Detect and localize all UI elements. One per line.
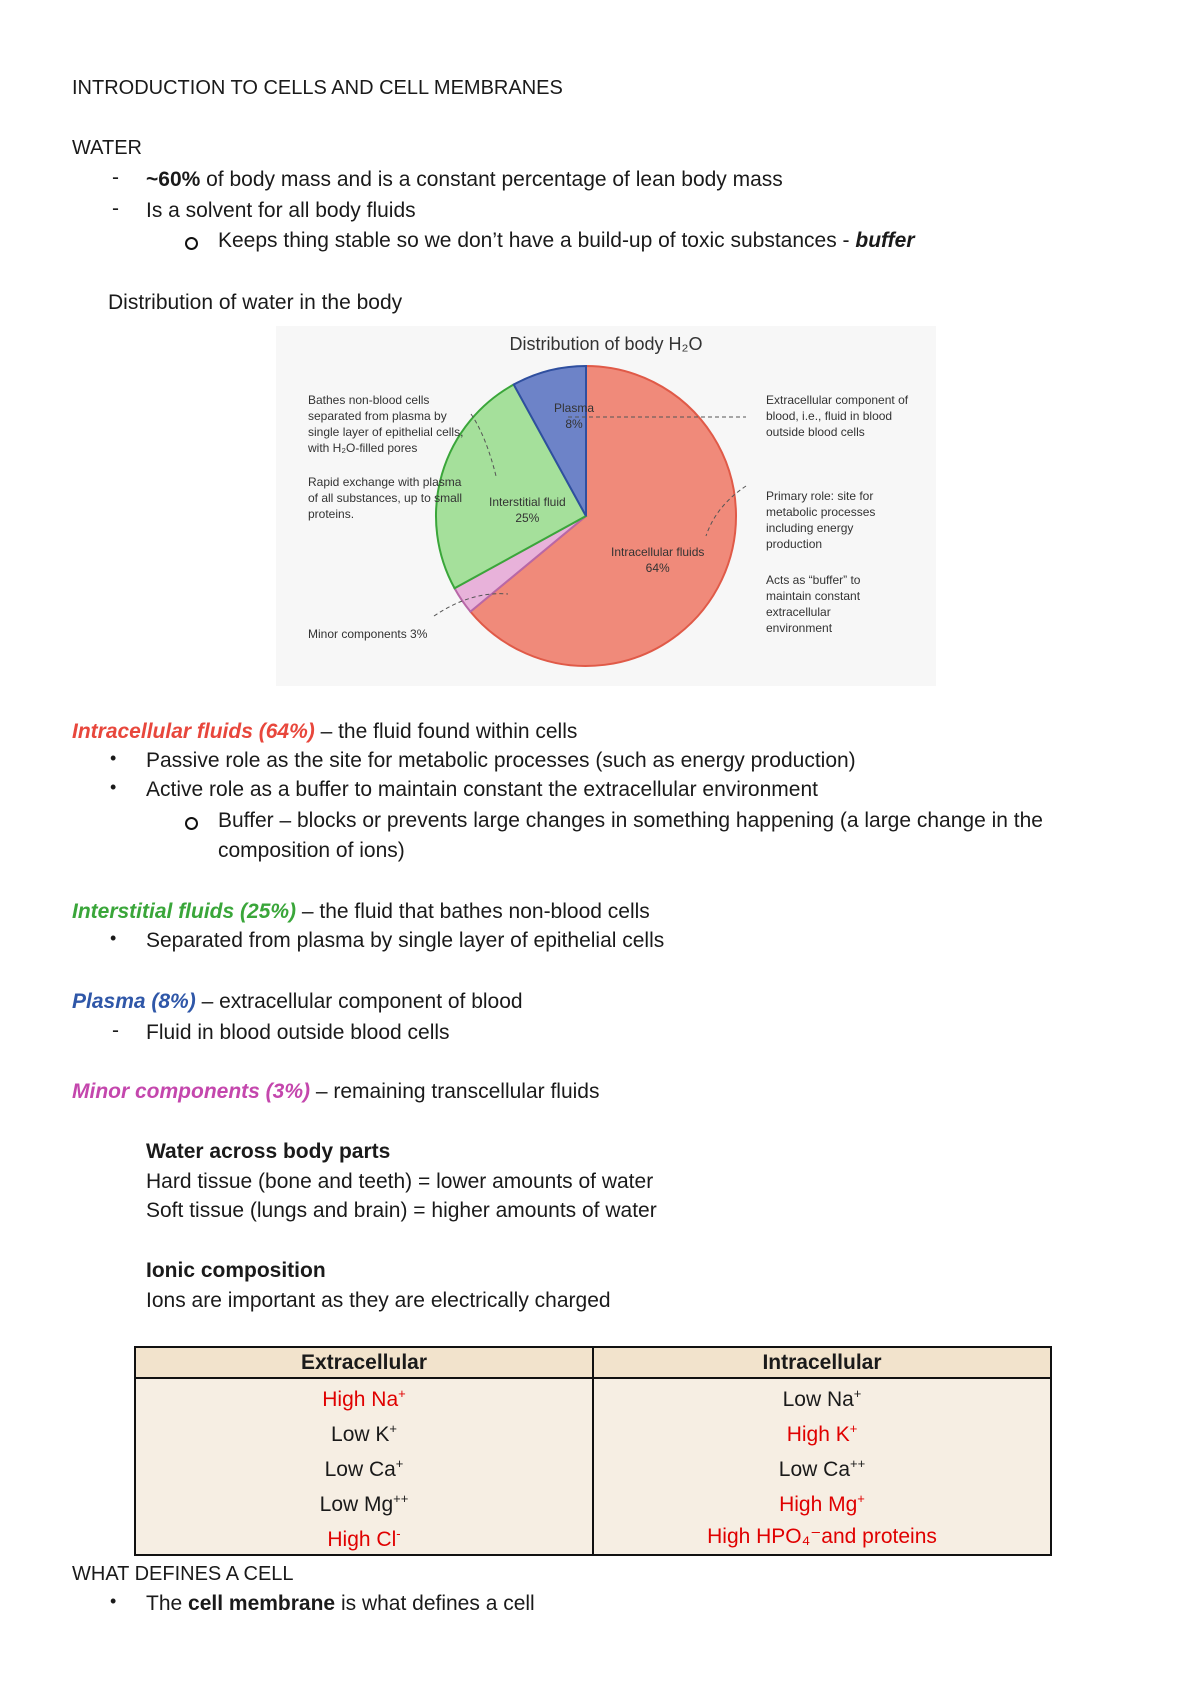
bullet-marker: • [110,928,117,948]
note-rapid: Rapid exchange with plasma of all substances, up to small proteins. [308,475,463,521]
distribution-figure [276,326,936,686]
water-item-1 [146,166,783,194]
table-header-row [135,1347,1051,1378]
defines-pre: The [146,1592,189,1615]
table-row [135,1378,1051,1414]
intracellular-cell: High Mg+ [593,1484,1051,1519]
table-row [135,1519,1051,1555]
water-sub-item-text: Keeps thing stable so we don’t have a build-up of toxic substances - [218,229,856,252]
intracellular-cell: Low Na+ [593,1378,1051,1414]
defines-heading: WHAT DEFINES A CELL [72,1563,294,1585]
minor-def: – remaining transcellular fluids [310,1080,600,1103]
circle-bullet-icon [185,817,198,830]
water-sub-item [218,227,915,255]
circle-bullet-icon [185,237,198,250]
plasma-line [72,988,523,1016]
plasma-term: Plasma (8%) [72,990,196,1013]
extracellular-cell: High Na+ [135,1378,593,1414]
label-minor: Minor components 3% [308,627,428,641]
intracellular-cell: High K+ [593,1414,1051,1449]
defines-bullet [146,1590,535,1618]
water-parts-heading: Water across body parts [146,1140,391,1163]
table-header-intracellular: Intracellular [593,1347,1051,1378]
table-row [135,1484,1051,1519]
water-sub-item-emph: buffer [855,229,915,252]
bullet-marker: • [110,748,117,768]
label-intracellular [611,544,704,576]
dash-marker: - [112,197,119,220]
extracellular-cell: Low Mg++ [135,1484,593,1519]
interstitial-term: Interstitial fluids (25%) [72,900,297,923]
figure-title: Distribution of body H₂O [509,334,703,354]
water-parts-line-2: Soft tissue (lungs and brain) = higher amounts of water [146,1199,657,1222]
intracellular-sub-2: composition of ions) [218,839,405,862]
ionic-line: Ions are important as they are electrically charged [146,1289,611,1312]
table-header-extracellular: Extracellular [135,1347,593,1378]
intracellular-bullet-2: Active role as a buffer to maintain constant the extracellular environment [146,778,818,801]
ionic-heading: Ionic composition [146,1259,326,1282]
note-primary: Primary role: site for metabolic processes including energy production [766,489,876,551]
extracellular-cell: Low K+ [135,1414,593,1449]
extracellular-cell: High Cl- [135,1519,593,1555]
label-plasma [554,400,594,432]
table-row [135,1414,1051,1449]
defines-bold: cell membrane [188,1592,336,1615]
note-bathes: Bathes non-blood cells separated from plasma by single layer of epithelial cells, with H₂O-filled pores [308,393,464,455]
intracellular-line [72,718,577,746]
water-heading: WATER [72,137,142,159]
minor-term: Minor components (3%) [72,1080,311,1103]
label-plasma-name: Plasma [554,401,595,415]
interstitial-bullet: Separated from plasma by single layer of epithelial cells [146,929,665,952]
intracellular-def: – the fluid found within cells [314,720,578,743]
ion-table [134,1346,1052,1556]
interstitial-line [72,898,650,926]
label-plasma-pct: 8% [565,417,583,431]
dash-marker: - [112,1019,119,1042]
bullet-marker: • [110,1591,117,1611]
label-interstitial-pct: 25% [515,511,540,525]
intracellular-term: Intracellular fluids (64%) [72,720,315,743]
plasma-item: Fluid in blood outside blood cells [146,1021,450,1044]
extracellular-cell: Low Ca+ [135,1449,593,1484]
label-interstitial [489,494,566,526]
minor-line [72,1078,599,1106]
distribution-label: Distribution of water in the body [108,291,403,314]
water-parts-line-1: Hard tissue (bone and teeth) = lower amounts of water [146,1170,654,1193]
plasma-def: – extracellular component of blood [195,990,523,1013]
dash-marker: - [112,166,119,189]
table-row [135,1449,1051,1484]
intracellular-cell: Low Ca++ [593,1449,1051,1484]
label-intracellular-pct: 64% [645,561,670,575]
bullet-marker: • [110,777,117,797]
intracellular-bullet-1: Passive role as the site for metabolic processes (such as energy production) [146,749,856,772]
note-extracellular: Extracellular component of blood, i.e., fluid in blood outside blood cells [766,393,909,439]
water-item-1-text: of body mass and is a constant percentage of lean body mass [200,168,783,191]
note-acts: Acts as “buffer” to maintain constant extracellular environment [766,573,861,635]
water-item-1-bold: ~60% [146,168,201,191]
intracellular-cell: High HPO₄⁻and proteins [593,1519,1051,1555]
label-interstitial-name: Interstitial fluid [489,495,566,509]
page-title: INTRODUCTION TO CELLS AND CELL MEMBRANES [72,77,563,99]
label-intracellular-name: Intracellular fluids [611,545,705,559]
water-item-2: Is a solvent for all body fluids [146,199,416,222]
interstitial-def: – the fluid that bathes non-blood cells [296,900,650,923]
intracellular-sub-1: Buffer – blocks or prevents large changes in something happening (a large change in the [218,809,1043,832]
defines-post: is what defines a cell [335,1592,535,1615]
